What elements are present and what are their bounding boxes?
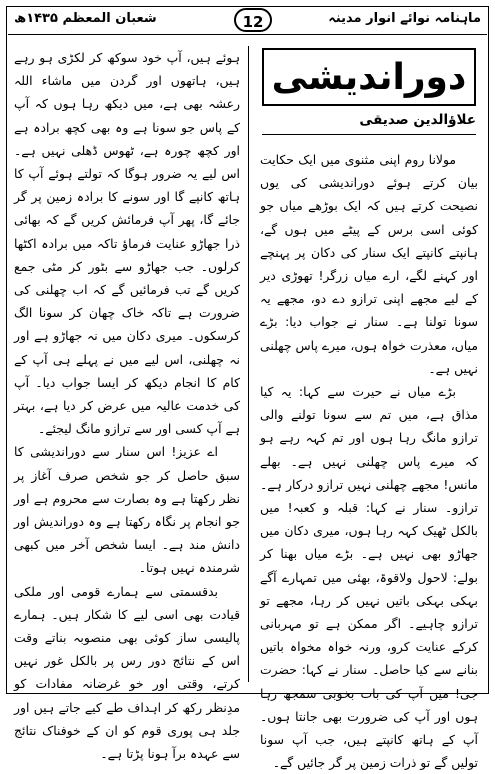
author-name: علاؤالدین صدیقی (359, 112, 476, 128)
page-number: 12 (234, 8, 272, 32)
header-rule (8, 34, 487, 35)
paragraph: بڑے میاں نے حیرت سے کہا: یہ کیا مذاق ہے، میں تم سے سونا تولنے والی ترازو مانگ رہا ہوں اور تم کہہ رہے ہو کہ میرے پاس چھلنی نہیں ہے۔ بھلے مانس! مجھے چھلنی نہیں ترازو درکار ہے۔ ترازو۔ سنار نے کہا: قبلہ و کعبہ! میں بالکل ٹھیک کہہ رہا ہوں، میری دکان میں جھاڑو بھی نہیں ہے۔ بڑے میاں بھنا کر بولے: لاحول ولاقوۃ، بھئی میں تمہارے آگے بہکی بہکی باتیں نہیں کر رہا، مجھے تو ترازو چاہیے۔ اگر ممکن ہے تو مہربانی کرکے عنایت کرو، ورنہ خواہ مخواہ باتیں بنانے سے کیا حاصل۔ سنار نے کہا: حضرت جی! میں آپ کی بات بخوبی سمجھ رہا ہوں اور آپ کی ضرورت بھی جانتا ہوں۔ آپ کے ہاتھ کانپتے ہیں، جب آپ سونا تولیں گے تو ذرات زمین پر گر جائیں گے۔ (260, 384, 478, 771)
article-title-box (262, 48, 476, 106)
author-rule (262, 134, 476, 135)
magazine-name: ماہنامہ نوائے انوار مدینہ (328, 11, 481, 26)
column-divider (248, 46, 249, 682)
paragraph: بدقسمتی سے ہمارے قومی اور ملکی قیادت بھی اسی لیے کا شکار ہیں۔ ہمارے پالیسی ساز کوئی بھی منصوبہ بناتے وقت اس کے نتائج دور رس پر بالکل غور نہیں کرتے، وقتی اور خو غرضانہ مفادات کو مدِنظر رکھ کر اہداف طے کیے جاتے ہیں اور جلد ہی پوری قوم کو ان کے خوفناک نتائج سے عہدہ برآ ہونا پڑتا ہے۔ (14, 583, 240, 762)
issue-date: شعبان المعظم ۱۴۳۵ھ (14, 11, 157, 26)
paragraph: اے عزیز! اس سنار سے دوراندیشی کا سبق حاصل کر جو شخص صرف آغاز پر نظر رکھتا ہے وہ بصارت سے محروم ہے اور جو انجام پر نگاہ رکھتا ہے وہ دوراندیش اور دانش مند ہے۔ ایسا شخص آخر میں کبھی شرمندہ نہیں ہوتا۔ (14, 444, 240, 576)
right-column (260, 148, 478, 774)
left-column (14, 46, 240, 765)
article-title: دوراندیشی (271, 56, 467, 98)
paragraph: ہوئے ہیں، آپ خود سوکھ کر لکڑی ہو رہے ہیں، ہاتھوں اور گردن میں ماشاء اللہ رعشہ بھی ہے، میں دیکھ رہا ہوں کہ آپ کے پاس جو سونا ہے وہ بھی کچھ برادہ ہے اور کچھ چورہ ہے، ٹھوس ڈھلی نہیں ہے۔ اس لیے یہ ضرور ہوگا کہ تولتے ہوئے آپ کا ہاتھ کانپے گا اور سونے کا برادہ زمین پر گر جائے گا، پھر آپ فرمائش کریں گے کہ بھائی ذرا جھاڑو عنایت فرماؤ تاکہ میں برادہ اکٹھا کرلوں۔ جب جھاڑو سے بٹور کر مٹی جمع کریں گے تب فرمائیں گے کہ اب چھلنی کی ضرورت ہے تاکہ خاک چھان کر سونا الگ کرسکوں۔ میری دکان میں نہ جھاڑو ہے اور نہ چھلنی، اس لیے میں نے پہلے ہی آپ کے کام کا انجام دیکھ کر ایسا جواب دیا۔ آپ کی خدمت عالیہ میں عرض کر دیا ہے، بہتر ہے آپ کسی اور سے ترازو مانگ لیجئے۔ (14, 50, 240, 437)
paragraph: مولانا روم اپنی مثنوی میں ایک حکایت بیان کرتے ہوئے دوراندیشی کی یوں نصیحت کرتے ہیں کہ ایک بوڑھے میاں جو کوئی اسی برس کے پیٹے میں ہوں گے، ہانپتے کانپتے ایک سنار کی دکان پر پہنچے اور کہنے لگے، ارے میاں زرگر! تھوڑی دیر کے لیے مجھے اپنی ترازو دے دو، مجھے یہ سونا تولنا ہے۔ سنار نے جواب دیا: بڑے میاں، معذرت خواہ ہوں، میرے پاس چھلنی نہیں ہے۔ (260, 152, 478, 376)
page-header (8, 8, 487, 38)
